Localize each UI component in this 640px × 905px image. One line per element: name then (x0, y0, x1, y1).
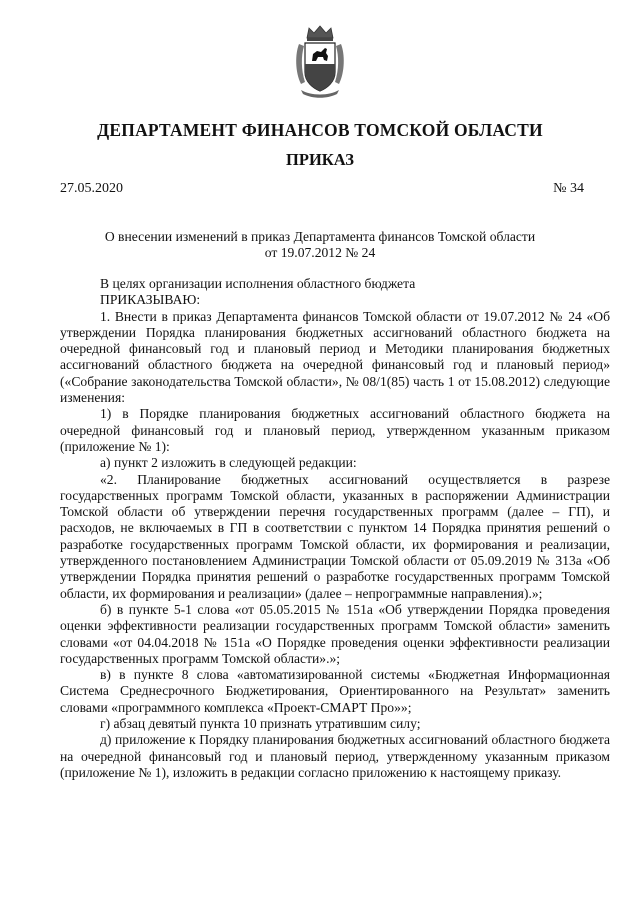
paragraph-1-g: г) абзац девятый пункта 10 признать утратившим силу; (100, 716, 421, 732)
document-body (60, 276, 610, 781)
paragraph-1-a: а) пункт 2 изложить в следующей редакции: (100, 455, 357, 471)
intro-paragraph: В целях организации исполнения областного бюджета (100, 276, 416, 291)
paragraph-1-1: 1) в Порядке планирования бюджетных ассигнований областного бюджета на очередной финансовый год и плановый период, утвержденном указанным приказом (приложение № 1): (60, 406, 610, 454)
paragraph-1-d: д) приложение к Порядку планирования бюджетных ассигнований областного бюджета на очередной финансовый год и плановый период, утвержденному указанным приказом (приложение № 1), изложить в редакции согласно приложению к настоящему приказу. (60, 732, 610, 780)
paragraph-1: 1. Внести в приказ Департамента финансов Томской области от 19.07.2012 № 24 «Об утверждении Порядка планирования бюджетных ассигнований областного бюджета на очередной финансовый год и плановый период и Методики планирования бюджетных ассигнований областного бюджета на очередной финансовый год и плановый период» («Собрание законодательства Томской области», № 08/1(85) часть 1 от 15.08.2012) следующие изменения: (60, 308, 610, 406)
document-number: № 34 (553, 181, 584, 196)
order-word: ПРИКАЗЫВАЮ: (100, 292, 201, 308)
subject-line-2: от 19.07.2012 № 24 (264, 245, 376, 260)
document-date: 27.05.2020 (60, 181, 123, 196)
department-title: ДЕПАРТАМЕНТ ФИНАНСОВ ТОМСКОЙ ОБЛАСТИ (97, 120, 543, 140)
paragraph-1-b: б) в пункте 5-1 слова «от 05.05.2015 № 151а «Об утверждении Порядка проведения оценки эффективности реализации государственных программ Томской области» заменить словами «от 04.04.2018 № 151а «О Порядке проведения оценки эффективности реализации государственных программ Томской области».»; (60, 601, 610, 666)
paragraph-new-wording: «2. Планирование бюджетных ассигнований осуществляется в разрезе государственных программ Томской области, указанных в распоряжении Администрации Томской области об утверждении перечня государственных программ (далее – ГП), и расходов, не включаемых в ГП в соответствии с пунктом 14 Порядка принятия решений о разработке государственных программ Томской области, их формирования и реализации, утвержденного постановлением Администрации Томской области от 05.09.2019 № 313а «Об утверждении Порядка принятия решений о разработке государственных программ Томской области, их формирования и реализации» (далее – непрограммные направления).»; (60, 471, 610, 601)
paragraph-1-v: в) в пункте 8 слова «автоматизированной системы «Бюджетная Информационная Система Среднесрочного Бюджетирования, Ориентированного на Результат» заменить словами «программного комплекса «Проект-СМАРТ Про»»; (60, 667, 610, 715)
document-subject (0, 229, 640, 261)
document-type-title: ПРИКАЗ (286, 150, 354, 169)
coat-of-arms-emblem (293, 24, 347, 100)
subject-line-1: О внесении изменений в приказ Департамента финансов Томской области (104, 229, 536, 244)
